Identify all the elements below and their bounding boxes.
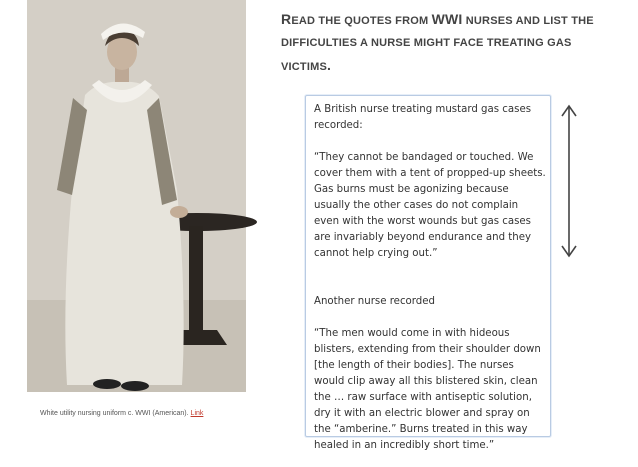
heading-period: . — [327, 57, 332, 73]
caption-text: White utility nursing uniform c. WWI (American). — [40, 410, 189, 417]
quote-1: “They cannot be bandaged or touched. We cover them with a tent of propped-up sheets. Gas burns must be agonizing because usually the other cases do not complain even with the worst wounds but gas cases are invariably beyond endurance and they cannot help crying out.” — [314, 152, 546, 259]
slide-heading — [281, 8, 611, 78]
quote-2: “The men would come in with hideous blisters, extending from their shoulder down [the length of their bodies]. The nurses would clip away all this blistered skin, clean the … raw surface with antiseptic solution, dry it with an electric blower and spray on the “amberine.” Burns treated in this way healed in an incredibly short time.” — [314, 328, 541, 451]
nurse-photo — [27, 0, 246, 392]
heading-rest: NURSES AND LIST THE DIFFICULTIES A NURSE MIGHT FACE TREATING GAS VICTIMS — [281, 15, 594, 73]
photo-caption — [40, 410, 280, 417]
caption-link[interactable]: Link — [190, 410, 204, 417]
quote-intro-1: A British nurse treating mustard gas cases recorded: — [314, 104, 532, 131]
double-arrow-icon — [560, 103, 578, 259]
heading-wwi: WWI — [431, 11, 463, 27]
quote-scroll-box[interactable] — [305, 95, 551, 451]
heading-initial: R — [281, 11, 292, 27]
heading-part: EAD THE QUOTES FROM — [291, 15, 432, 27]
quote-text — [314, 102, 546, 454]
nurse-illustration — [27, 0, 246, 392]
quote-intro-2: Another nurse recorded — [314, 296, 435, 307]
